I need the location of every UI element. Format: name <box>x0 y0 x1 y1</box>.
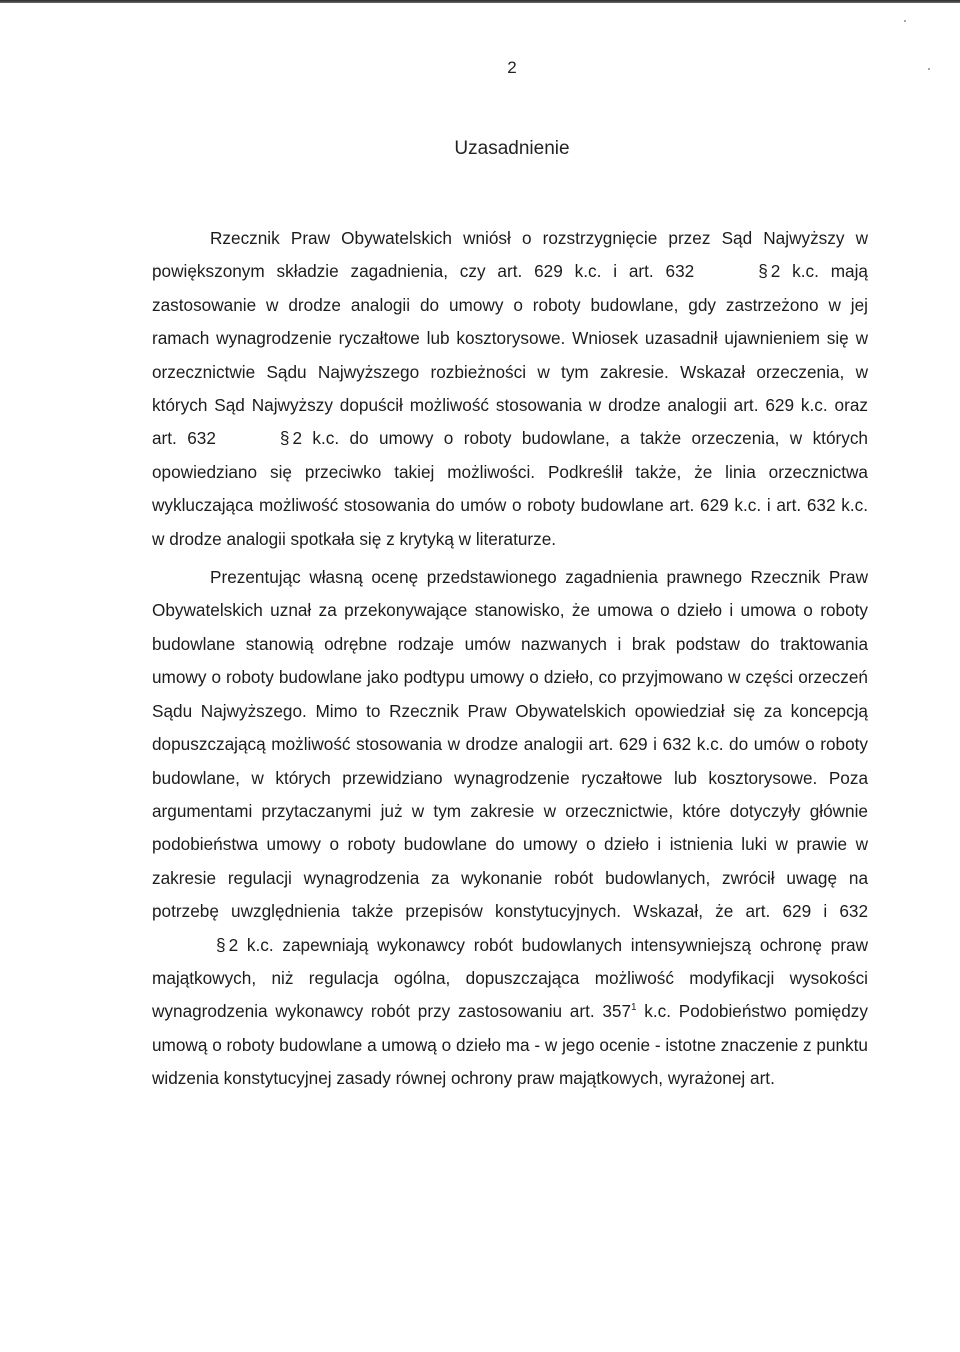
paragraph-1 <box>152 222 868 556</box>
paragraph-2-text-b: 2 k.c. zapewniają wykonawcy robót budowlanych intensywniejszą ochronę praw majątkowych, niż regulacja ogólna, dopuszczająca możliwość modyfikacji wysokości wynagrodzenia wykonawcy robót przy zastosowaniu art. 357 <box>152 934 868 1022</box>
paragraph-2 <box>152 561 868 1096</box>
document-body <box>152 222 868 1096</box>
scan-edge <box>0 0 960 3</box>
section-sign: § <box>216 934 226 955</box>
paragraph-1-text-a: Rzecznik Praw Obywatelskich wniósł o rozstrzygnięcie przez Sąd Najwyższy w powiększonym składzie zagadnienia, czy art. 629 k.c. i art. 632 <box>152 228 868 282</box>
paragraph-1-text-c: 2 k.c. do umowy o roboty budowlane, a także orzeczenia, w których opowiedziano się przeciwko takiej możliwości. Podkreślił także, że linia orzecznictwa wykluczająca możliwość stosowania do umów o roboty budowlane art. 629 k.c. i art. 632 k.c. w drodze analogii spotkała się z krytyką w literaturze. <box>152 428 868 549</box>
paragraph-1-text-b: 2 k.c. mają zastosowanie w drodze analogii do umowy o roboty budowlane, gdy zastrzeżono w jej ramach wynagrodzenie ryczałtowe lub kosztorysowe. Wniosek uzasadnił ujawnieniem się w orzecznictwie Sądu Najwyższego rozbieżności w tym zakresie. Wskazał orzeczenia, w których Sąd Najwyższy dopuścił możliwość stosowania w drodze analogii art. 629 k.c. oraz art. 632 <box>152 261 868 449</box>
section-sign: § <box>758 261 768 282</box>
scan-speck <box>904 20 906 22</box>
article-superscript: 1 <box>631 1002 637 1014</box>
paragraph-2-text-a: Prezentując własną ocenę przedstawionego zagadnienia prawnego Rzecznik Praw Obywatelskich uznał za przekonywające stanowisko, że umowa o dzieło i umowa o roboty budowlane stanowią odrębne rodzaje umów nazwanych i brak podstaw do traktowania umowy o roboty budowlane jako podtypu umowy o dzieło, co przyjmowano w części orzeczeń Sądu Najwyższego. Mimo to Rzecznik Praw Obywatelskich opowiedział się za koncepcją dopuszczającą możliwość stosowania w drodze analogii art. 629 i 632 k.c. do umów o roboty budowlane, w których przewidziano wynagrodzenie ryczałtowe lub kosztorysowe. Poza argumentami przytaczanymi już w tym zakresie w orzecznictwie, które dotyczyły głównie podobieństwa umowy o roboty budowlane do umowy o dzieło i istnienia luki w prawie w zakresie regulacji wynagrodzenia za wykonanie robót budowlanych, zwrócił uwagę na potrzebę uwzględnienia także przepisów konstytucyjnych. Wskazał, że art. 629 i 632 <box>152 567 868 922</box>
document-heading: Uzasadnienie <box>454 138 570 159</box>
paragraph-2-text-c: k.c. Podobieństwo pomiędzy umową o roboty budowlane a umową o dzieło ma - w jego ocenie - istotne znaczenie z punktu widzenia konstytucyjnej zasady równej ochrony praw majątkowych, wyrażonej art. <box>152 1001 868 1089</box>
section-sign: § <box>279 428 290 449</box>
page-number: 2 <box>507 58 517 77</box>
